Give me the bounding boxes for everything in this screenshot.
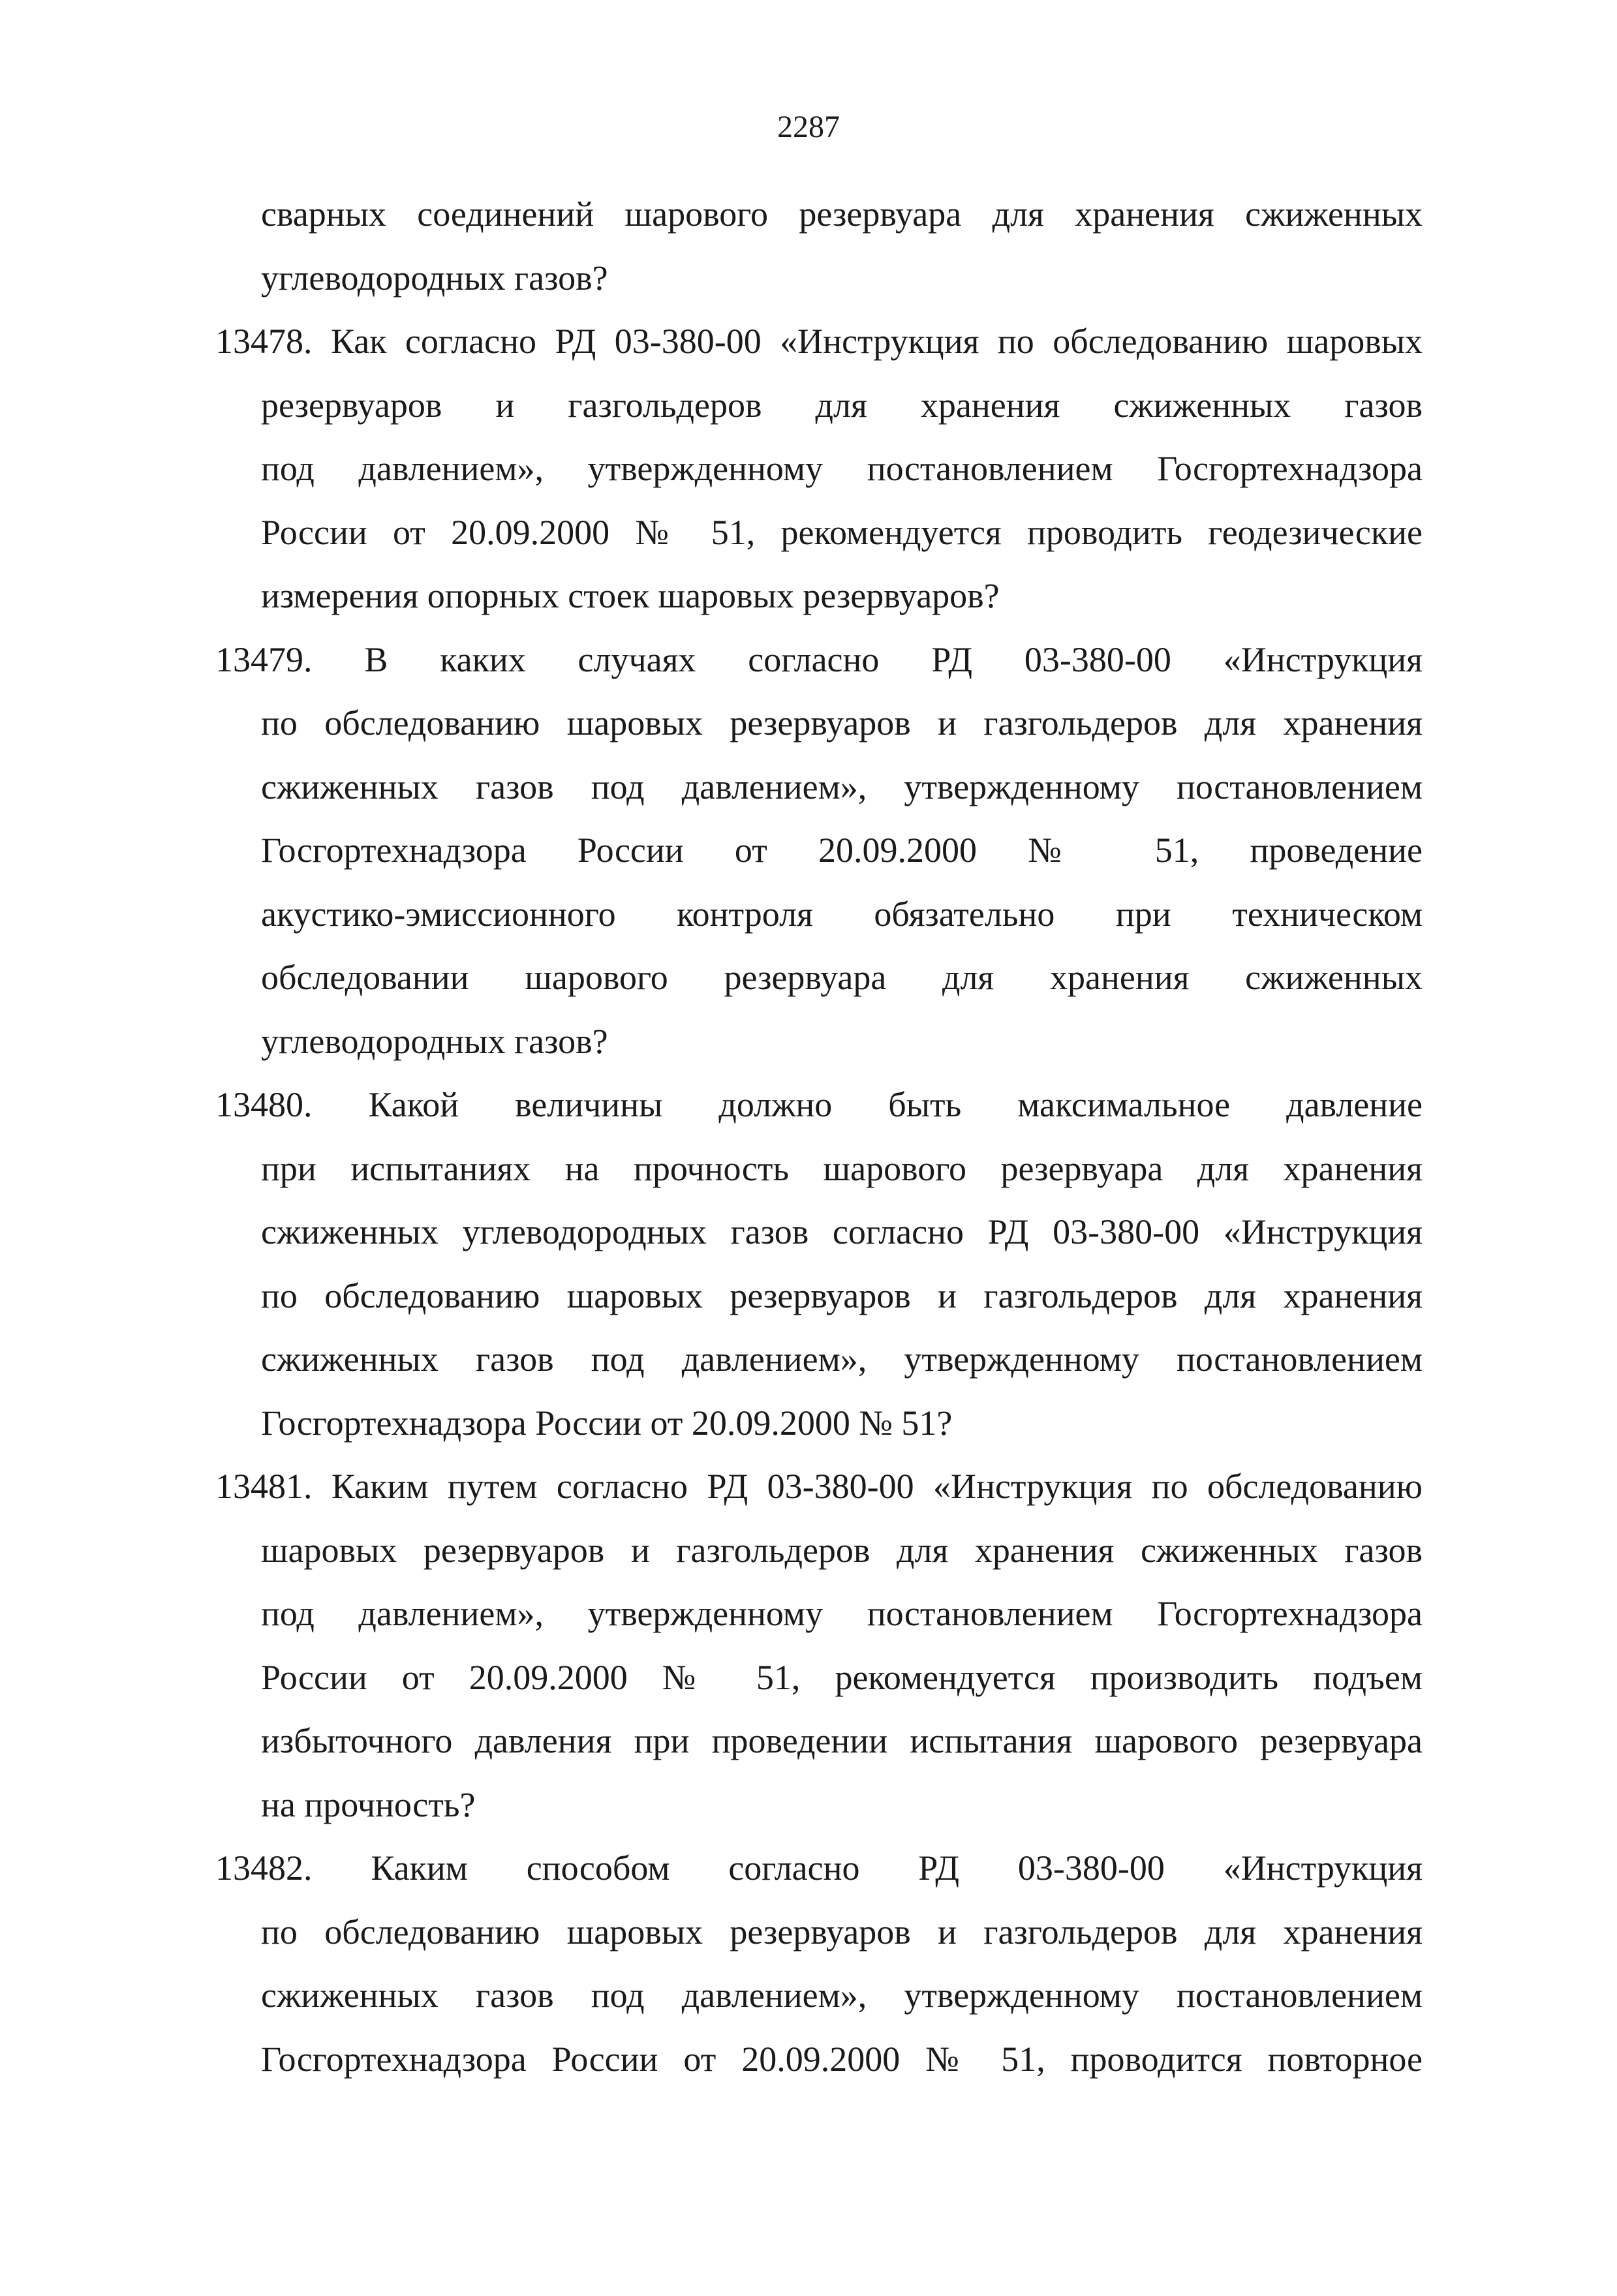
text-line: 13479. В каких случаях согласно РД 03-380-00 «Инструкция <box>215 639 1423 679</box>
text-line: 13480. Какой величины должно быть максимальное давление <box>215 1085 1423 1124</box>
text-line: на прочность? <box>261 1784 476 1824</box>
text-line: углеводородных газов? <box>261 1021 608 1061</box>
text-line: сжиженных газов под давлением», утвержденному постановлением <box>261 1976 1423 2015</box>
text-line: сварных соединений шарового резервуара для хранения сжиженных <box>261 194 1423 234</box>
text-line: сжиженных углеводородных газов согласно РД 03-380-00 «Инструкция <box>261 1212 1423 1251</box>
question-continuation <box>215 183 1423 310</box>
text-line: по обследованию шаровых резервуаров и газгольдеров для хранения <box>261 1912 1423 1952</box>
text-line: углеводородных газов? <box>261 258 608 298</box>
text-line: по обследованию шаровых резервуаров и газгольдеров для хранения <box>261 1276 1423 1315</box>
text-line: при испытаниях на прочность шарового резервуара для хранения <box>261 1148 1423 1188</box>
text-line: России от 20.09.2000 № 51, рекомендуется производить подъем <box>261 1657 1423 1697</box>
text-line: 13478. Как согласно РД 03-380-00 «Инструкция по обследованию шаровых <box>215 322 1423 361</box>
text-line: измерения опорных стоек шаровых резервуаров? <box>261 576 1000 615</box>
text-line: Госгортехнадзора России от 20.09.2000 № 51? <box>261 1403 953 1443</box>
text-line: акустико-эмиссионного контроля обязательно при техническом <box>261 894 1423 934</box>
question-13480 <box>215 1073 1423 1455</box>
question-13482 <box>215 1837 1423 2091</box>
text-line: резервуаров и газгольдеров для хранения сжиженных газов <box>261 385 1423 425</box>
text-line: 13482. Каким способом согласно РД 03-380-00 «Инструкция <box>215 1848 1423 1888</box>
document-body <box>215 183 1423 2091</box>
text-line: России от 20.09.2000 № 51, рекомендуется проводить геодезические <box>261 512 1423 552</box>
question-13481 <box>215 1455 1423 1837</box>
text-line: по обследованию шаровых резервуаров и газгольдеров для хранения <box>261 703 1423 742</box>
text-line: избыточного давления при проведении испытания шарового резервуара <box>261 1721 1423 1760</box>
question-13479 <box>215 628 1423 1074</box>
text-line: Госгортехнадзора России от 20.09.2000 № 51, проведение <box>261 831 1423 870</box>
question-13478 <box>215 310 1423 628</box>
text-line: шаровых резервуаров и газгольдеров для хранения сжиженных газов <box>261 1530 1423 1570</box>
page-number: 2287 <box>777 110 840 144</box>
text-line: под давлением», утвержденному постановлением Госгортехнадзора <box>261 449 1423 488</box>
text-line: 13481. Каким путем согласно РД 03-380-00 «Инструкция по обследованию <box>215 1467 1423 1506</box>
text-line: сжиженных газов под давлением», утвержденному постановлением <box>261 767 1423 806</box>
text-line: под давлением», утвержденному постановлением Госгортехнадзора <box>261 1594 1423 1633</box>
text-line: сжиженных газов под давлением», утвержденному постановлением <box>261 1339 1423 1379</box>
text-line: Госгортехнадзора России от 20.09.2000 № 51, проводится повторное <box>261 2039 1423 2079</box>
text-line: обследовании шарового резервуара для хранения сжиженных <box>261 958 1423 997</box>
